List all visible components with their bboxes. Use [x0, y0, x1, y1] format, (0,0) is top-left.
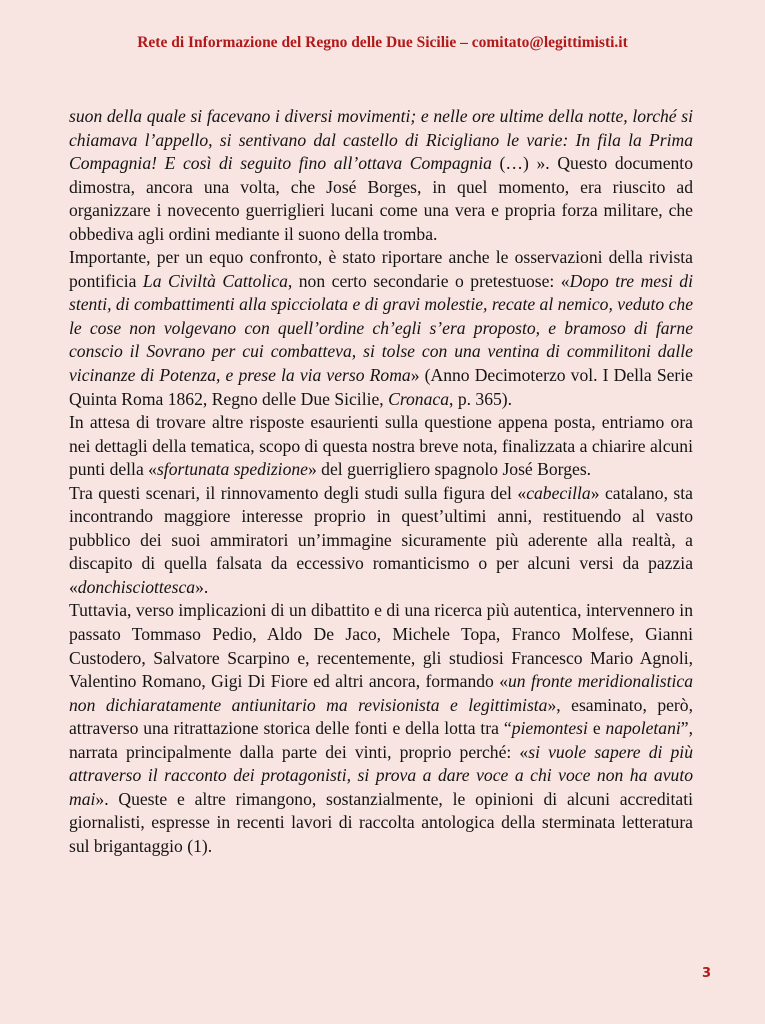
- italic-run: donchisciottesca: [77, 576, 196, 597]
- text-run: ». Queste e altre rimangono, sostanzialmente, le opinioni di alcuni accreditati giornalisti, espresse in recenti lavori di raccolta antologica della sterminata letteratura sul brigantaggio (1).: [69, 788, 693, 856]
- text-run: In attesa di trovare altre risposte esaurienti sulla questione appena posta, entriamo ora nei dettagli della tematica, scopo di questa nostra breve nota, finalizzata a chiarire alcuni punti della «: [69, 412, 693, 480]
- italic-run: un fronte meridionalistica non dichiaratamente antiunitario ma revisionista e legittimista: [69, 671, 693, 715]
- page-header: Rete di Informazione del Regno delle Due Sicilie – comitato@legittimisti.it: [137, 34, 628, 51]
- paragraph-3: [69, 411, 693, 482]
- paragraph-2: [69, 246, 693, 411]
- text-run: ».: [195, 576, 209, 597]
- text-run: , non certo secondarie o pretestuose: «: [287, 270, 570, 291]
- italic-run: suon della quale si facevano i diversi movimenti; e nelle ore ultime della notte, lorché si chiamava l’appello, si sentivano dal castello di Ricigliano le varie: In fila la Prima Compagnia! E così di seguito fino all’ottava Compagnia: [69, 106, 693, 174]
- italic-run: napoletani: [605, 718, 681, 739]
- paragraph-5: [69, 599, 693, 858]
- italic-run: Cronaca: [388, 388, 450, 409]
- italic-run: sfortunata spedizione: [156, 459, 308, 480]
- text-run: , p. 365).: [449, 388, 513, 409]
- text-run: e: [587, 718, 606, 739]
- text-run: Importante, per un equo confronto, è stato riportare anche le osservazioni della rivista pontificia: [69, 247, 693, 291]
- text-run: », esaminato, però, attraverso una ritrattazione storica delle fonti e della lotta tra “: [69, 694, 693, 739]
- text-run: » del guerrigliero spagnolo José Borges.: [307, 459, 592, 480]
- page-number: 3: [701, 966, 711, 981]
- text-run: Tra questi scenari, il rinnovamento degli studi sulla figura del «: [69, 482, 527, 503]
- italic-run: La Civiltà Cattolica: [142, 270, 288, 291]
- text-run: » (Anno Decimoterzo vol. I Della Serie Quinta Roma 1862, Regno delle Due Sicilie,: [69, 365, 693, 409]
- italic-run: piemontesi: [511, 718, 588, 739]
- paragraph-4: [69, 482, 693, 600]
- body-text: [69, 105, 693, 859]
- text-run: » catalano, sta incontrando maggiore interesse proprio in quest’ultimi anni, restituendo al vasto pubblico dei suoi ammiratori un’immagine sicuramente più aderente alla realtà, a discapito di quella falsata da eccessivo romanticismo o per alcuni versi da pazzia «: [69, 482, 693, 597]
- text-run: (…) ». Questo documento dimostra, ancora una volta, che José Borges, in quel momento, era riuscito ad organizzare i novecento guerriglieri lucani come una vera e propria forza militare, che obbediva agli ordini mediante il suono della tromba.: [69, 153, 693, 244]
- italic-run: Dopo tre mesi di stenti, di combattimenti alla spicciolata e di gravi molestie, recate al nemico, veduto che le cose non volgevano con quell’ordine ch’egli s’era proposto, e bramoso di farne conscio il Sovrano per cui combatteva, si tolse con una ventina di commilitoni dalle vicinanze di Potenza, e prese la via verso Roma: [69, 270, 693, 386]
- text-run: Tuttavia, verso implicazioni di un dibattito e di una ricerca più autentica, intervennero in passato Tommaso Pedio, Aldo De Jaco, Michele Topa, Franco Molfese, Gianni Custodero, Salvatore Scarpino e, recentemente, gli studiosi Francesco Mario Agnoli, Valentino Romano, Gigi Di Fiore ed altri ancora, formando «: [69, 600, 693, 692]
- text-run: ”, narrata principalmente dalla parte dei vinti, proprio perché: «: [69, 718, 694, 762]
- italic-run: cabecilla: [526, 482, 591, 503]
- italic-run: si vuole sapere di più attraverso il racconto dei protagonisti, si prova a dare voce a chi voce non ha avuto mai: [69, 741, 693, 809]
- paragraph-1: [69, 105, 693, 246]
